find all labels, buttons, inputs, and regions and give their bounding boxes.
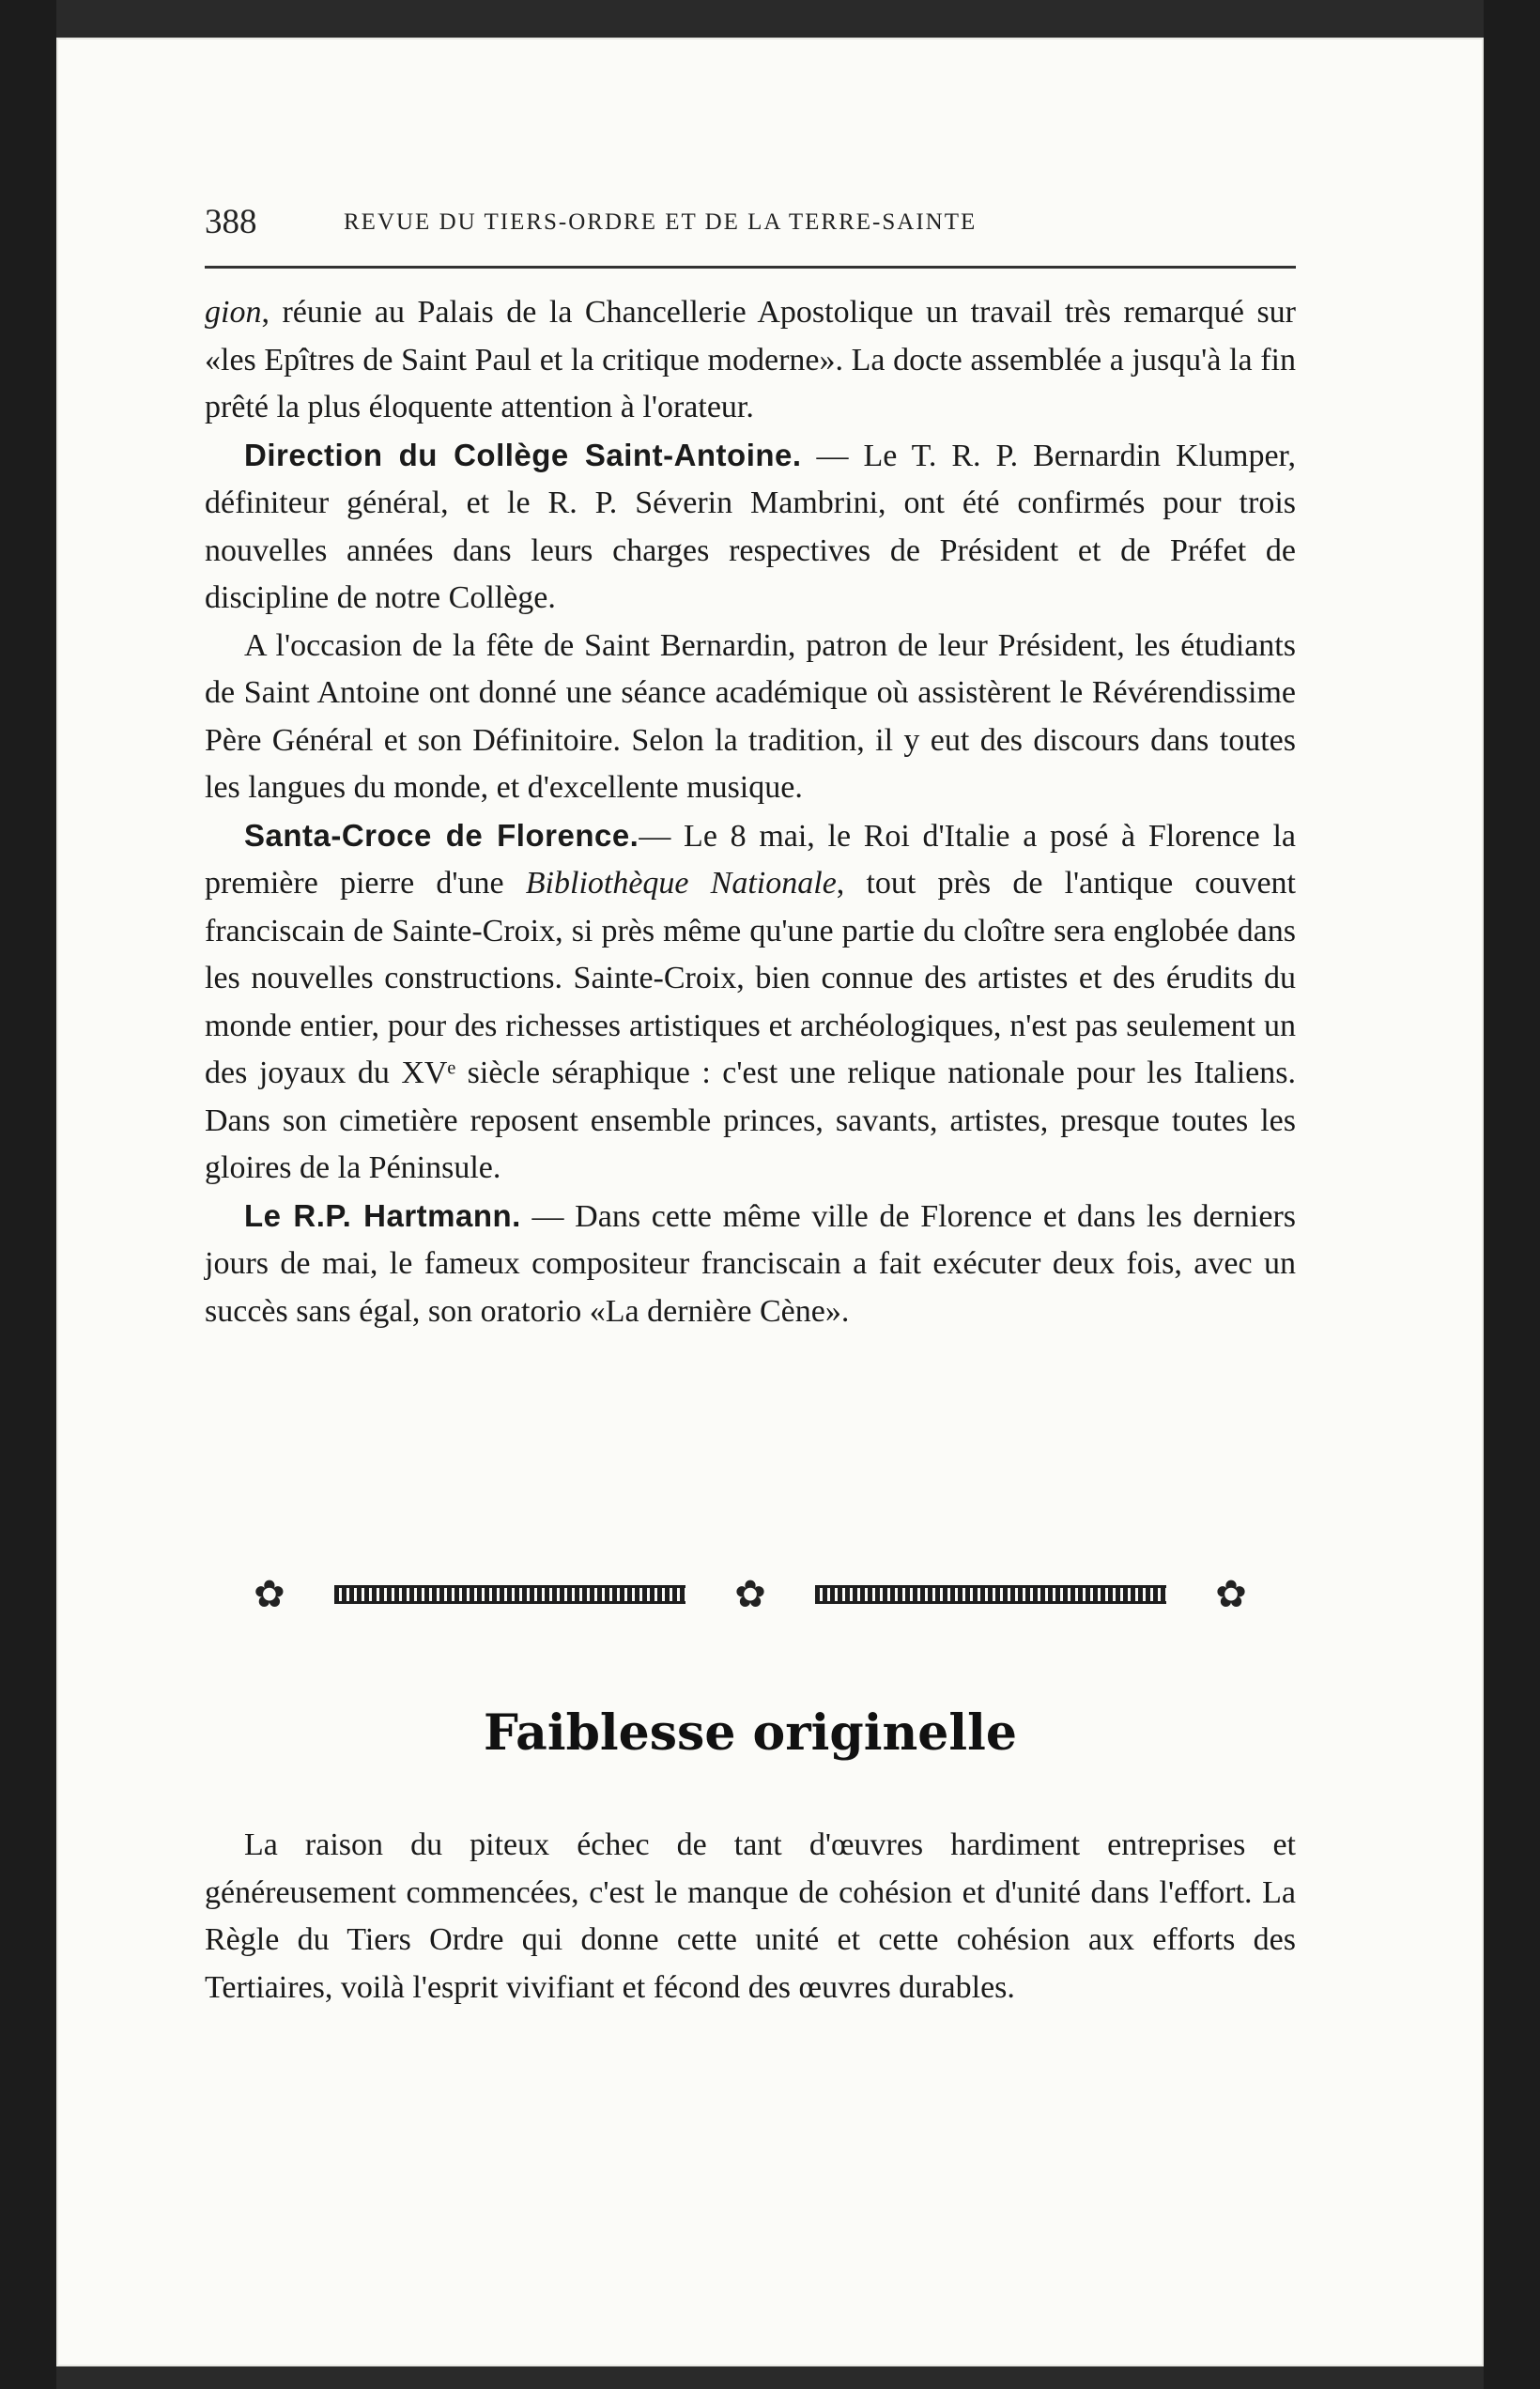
ornamental-divider bbox=[205, 1566, 1296, 1623]
paragraph-2-heading: Direction du Collège Saint-Antoine. bbox=[244, 437, 802, 472]
article-body bbox=[205, 289, 1296, 1335]
page-header bbox=[205, 202, 1296, 258]
scan-left-border bbox=[0, 0, 56, 2389]
section-paragraph: La raison du piteux échec de tant d'œuvres hardiment entreprises et généreusement commencées, c'est le manque de cohésion et d'unité dans l'effort. La Règle du Tiers Ordre qui donne cette unité et cette cohésion aux efforts des Tertiaires, voilà l'esprit vivifiant et fécond des œuvres durables. bbox=[205, 1827, 1296, 2005]
paragraph-4-text-after: , tout près de l'antique couvent franciscain de Sainte-Croix, si près même qu'une partie du cloître sera englobée dans les nouvelles constructions. Sainte-Croix, bien connue des artistes et des érudits du monde entier, pour des richesses artistiques et archéologiques, n'est pas seulement un des joyaux du XVᵉ siècle séraphique : c'est une relique nationale pour les Italiens. Dans son cimetière reposent ensemble princes, savants, artistes, presque toutes les gloires de la Péninsule. bbox=[205, 866, 1296, 1185]
paragraph-4-italic: Bibliothèque Nationale bbox=[525, 866, 837, 901]
paragraph-2 bbox=[205, 432, 1296, 623]
paragraph-4-heading: Santa-Croce de Florence. bbox=[244, 817, 639, 853]
header-rule bbox=[205, 266, 1296, 269]
fleuron-right-icon: ✿ bbox=[1215, 1573, 1247, 1615]
paragraph-1-text: , réunie au Palais de la Chancellerie Apostolique un travail très remarqué sur «les Epîtres de Saint Paul et la critique moderne». La docte assemblée a jusqu'à la fin prêté la plus éloquente attention à l'orateur. bbox=[205, 295, 1296, 424]
section-body bbox=[205, 1822, 1296, 2011]
paragraph-5-text: — Dans cette même ville de Florence et dans les derniers jours de mai, le fameux compositeur franciscain a fait exécuter deux fois, avec un succès sans égal, son oratorio «La dernière Cène». bbox=[205, 1198, 1297, 1329]
scan-right-border bbox=[1484, 0, 1540, 2389]
running-head: REVUE DU TIERS-ORDRE ET DE LA TERRE-SAINTE bbox=[344, 209, 978, 235]
ornament-band-right bbox=[815, 1585, 1166, 1604]
paragraph-4 bbox=[205, 812, 1296, 1193]
section-title: Faiblesse originelle bbox=[484, 1704, 1017, 1762]
page-number: 388 bbox=[205, 203, 257, 241]
fleuron-left-icon: ✿ bbox=[254, 1573, 285, 1615]
paragraph-4-text-before: — Le 8 mai, le Roi d'Italie a posé à Florence la première pierre d'une bbox=[205, 818, 1297, 901]
paragraph-1-italic-start: gion bbox=[205, 295, 262, 330]
paragraph-5-heading: Le R.P. Hartmann. bbox=[244, 1197, 521, 1233]
paragraph-3 bbox=[205, 623, 1296, 812]
paragraph-2-text: — Le T. R. P. Bernardin Klumper, définiteur général, et le R. P. Séverin Mambrini, ont été confirmés pour trois nouvelles années dans leurs charges respectives de Président et de Préfet de discipline de notre Collège. bbox=[205, 438, 1297, 615]
paragraph-3-text: A l'occasion de la fête de Saint Bernardin, patron de leur Président, les étudiants de Saint Antoine ont donné une séance académique où assistèrent le Révérendissime Père Général et son Définitoire. Selon la tradition, il y eut des discours dans toutes les langues du monde, et d'excellente musique. bbox=[205, 627, 1296, 805]
ornament-band-left bbox=[334, 1585, 685, 1604]
paragraph-5 bbox=[205, 1193, 1296, 1336]
fleuron-center-icon: ✿ bbox=[734, 1573, 766, 1615]
paragraph-1 bbox=[205, 289, 1296, 432]
